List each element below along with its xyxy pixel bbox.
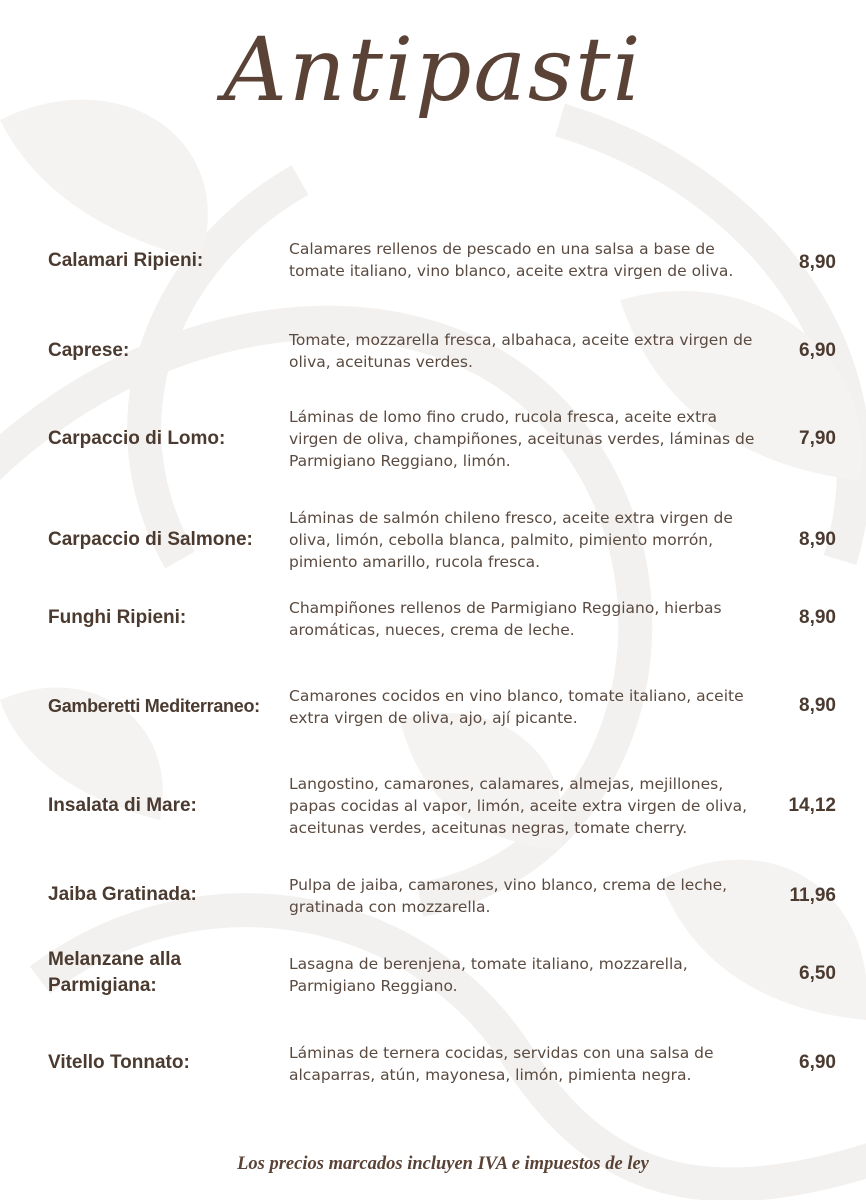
dish-name: Calamari Ripieni: <box>48 250 204 271</box>
page-title: Antipasti <box>223 18 643 121</box>
dish-price: 11,96 <box>789 885 836 906</box>
dish-name: Caprese: <box>48 340 130 361</box>
dish-name: Insalata di Mare: <box>48 795 197 816</box>
dish-description: Láminas de salmón chileno fresco, aceite extra virgen de oliva, limón, cebolla blanca, palmito, pimiento morrón, pimiento amarillo, rucola fresca. <box>289 509 733 571</box>
dish-description: Tomate, mozzarella fresca, albahaca, aceite extra virgen de oliva, aceitunas verdes. <box>289 331 753 371</box>
dish-description: Langostino, camarones, calamares, almejas, mejillones, papas cocidas al vapor, limón, aceite extra virgen de oliva, aceitunas verdes, aceitunas negras, tomate cherry. <box>289 775 748 837</box>
dish-price: 6,50 <box>799 963 836 984</box>
dish-name: Vitello Tonnato: <box>48 1052 190 1073</box>
dish-name: Gamberetti Mediterraneo: <box>48 696 260 716</box>
dish-price: 8,90 <box>799 695 836 716</box>
dish-description: Láminas de ternera cocidas, servidas con una salsa de alcaparras, atún, mayonesa, limón, pimienta negra. <box>289 1044 714 1084</box>
dish-description: Lasagna de berenjena, tomate italiano, mozzarella, Parmigiano Reggiano. <box>289 955 688 995</box>
dish-description: Calamares rellenos de pescado en una salsa a base de tomate italiano, vino blanco, aceite extra virgen de oliva. <box>289 240 734 280</box>
dish-price: 6,90 <box>799 340 836 361</box>
dish-description: Camarones cocidos en vino blanco, tomate italiano, aceite extra virgen de oliva, ajo, ají picante. <box>289 687 744 727</box>
dish-name: Carpaccio di Lomo: <box>48 428 226 449</box>
dish-description: Champiñones rellenos de Parmigiano Reggiano, hierbas aromáticas, nueces, crema de leche. <box>289 599 722 639</box>
dish-price: 8,90 <box>799 529 836 550</box>
dish-price: 14,12 <box>788 795 836 816</box>
dish-name: Melanzane alla Parmigiana: <box>48 949 182 996</box>
dish-name: Jaiba Gratinada: <box>48 884 197 905</box>
dish-price: 7,90 <box>799 428 836 449</box>
tax-note-footer: Los precios marcados incluyen IVA e impuestos de ley <box>237 1154 649 1174</box>
dish-price: 6,90 <box>799 1052 836 1073</box>
dish-price: 8,90 <box>799 252 836 273</box>
dish-name: Carpaccio di Salmone: <box>48 529 253 550</box>
dish-name: Funghi Ripieni: <box>48 607 187 628</box>
dish-description: Láminas de lomo fino crudo, rucola fresca, aceite extra virgen de oliva, champiñones, aceitunas verdes, láminas de Parmigiano Reggiano, limón. <box>289 408 755 470</box>
dish-price: 8,90 <box>799 607 836 628</box>
dish-description: Pulpa de jaiba, camarones, vino blanco, crema de leche, gratinada con mozzarella. <box>289 876 728 916</box>
